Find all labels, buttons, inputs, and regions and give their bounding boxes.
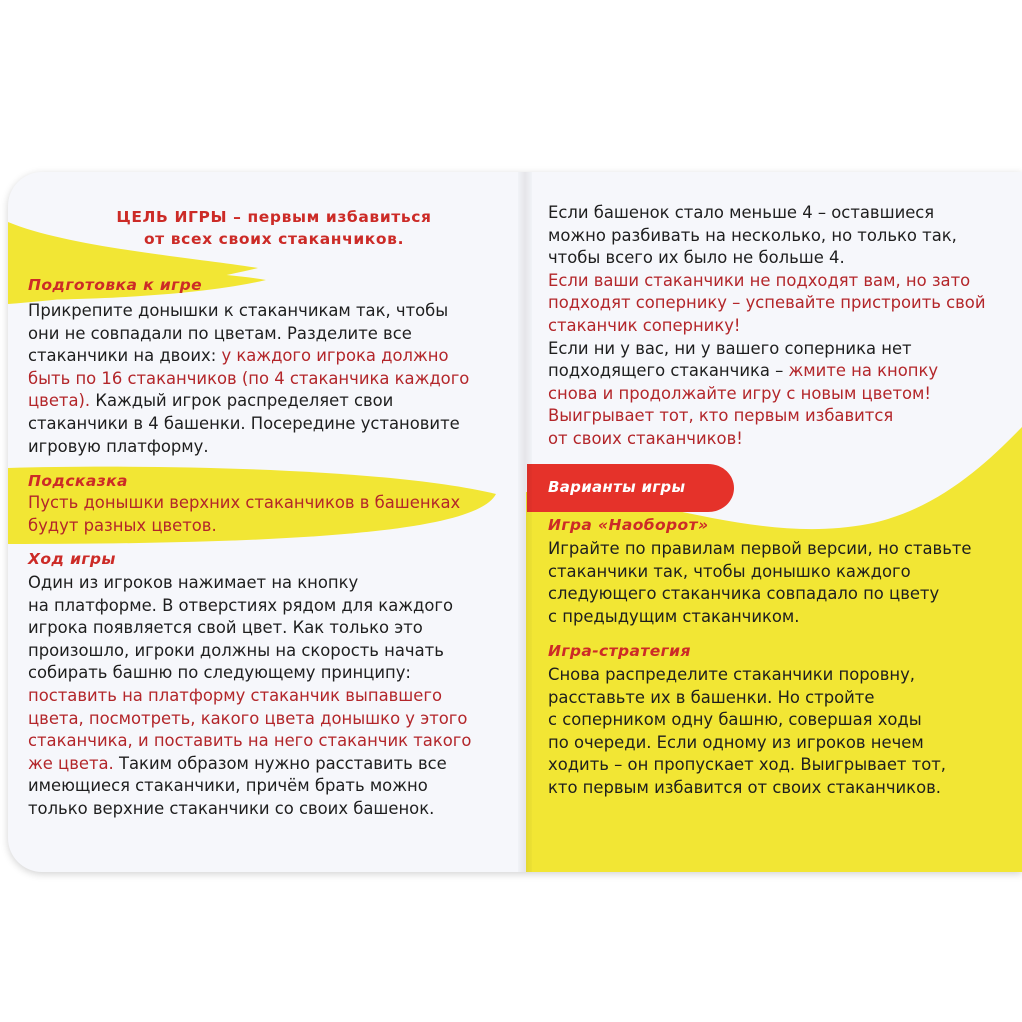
right-line8-b: жмите на кнопку [788,361,939,381]
move-line6: поставить на платформу стаканчик выпавшего [28,685,443,705]
move-line9-a: же цвета. [28,753,119,773]
right-line11: от своих стаканчиков! [548,428,743,448]
strategy-line3: с соперником одну башню, совершая ходы [548,710,922,730]
prep-line1: Прикрепите донышки к стаканчикам так, чтобы [28,301,449,320]
variants-pill-label: Варианты игры [548,478,686,496]
right-line7: Если ни у вас, ни у вашего соперника нет [548,338,912,358]
right-line10: Выигрывает тот, кто первым избавится [548,406,894,426]
strategy-text [548,664,1018,800]
prep-line3-a: стаканчики на двоих: [28,346,222,366]
card-fold [518,172,532,872]
prep-line7: игровую платформу. [28,436,209,456]
hint-line1: Пусть донышки верхних стаканчиков в башенках [28,493,461,512]
hint-line2: будут разных цветов. [28,515,217,535]
right-line8-a: подходящего стаканчика – [548,361,789,381]
reverse-line3: следующего стаканчика совпадало по цвету [548,584,940,604]
prep-line5-b: Каждый игрок распределяет свои [95,391,394,411]
strategy-line2: расставьте их в башенки. Но стройте [548,687,875,707]
right-line4: Если ваши стаканчики не подходят вам, но зато [548,270,971,290]
right-line6: стаканчик сопернику! [548,315,741,335]
prep-text [28,300,518,458]
prep-line3 [28,345,518,368]
reverse-text [548,538,1018,628]
reverse-line1: Играйте по правилам первой версии, но ставьте [548,539,972,558]
prep-header: Подготовка к игре [28,276,202,294]
goal-title [64,206,484,250]
move-line2: на платформе. В отверстиях рядом для каждого [28,595,454,615]
reverse-line2: стаканчики так, чтобы донышко каждого [548,561,911,581]
move-line9-b: Таким образом нужно расставить все [118,753,447,773]
right-text [548,202,1018,451]
right-line8 [548,360,1018,383]
hint-header: Подсказка [28,472,128,490]
move-line5: собирать башню по следующему принципу: [28,663,411,683]
move-line3: игрока появляется свой цвет. Как только это [28,618,423,638]
rules-card [8,172,1022,872]
move-line10: имеющиеся стаканчики, причём брать можно [28,776,428,796]
goal-title-line2: от всех своих стаканчиков. [143,230,405,248]
move-line9 [28,753,518,776]
strategy-header: Игра-стратегия [548,642,691,660]
move-line4: произошло, игроки должны на скорость начать [28,640,444,660]
hint-text [28,492,508,537]
strategy-line4: по очереди. Если одному из игроков нечем [548,732,924,752]
strategy-line5: ходить – он пропускает ход. Выигрывает тот, [548,755,947,775]
reverse-line4: с предыдущим стаканчиком. [548,606,800,626]
move-line8: стаканчика, и поставить на него стаканчик такого [28,731,472,751]
prep-line2: они не совпадали по цветам. Разделите все [28,323,412,343]
move-text [28,572,518,821]
prep-line3-b: у каждого игрока должно [221,346,449,366]
prep-line5-a: цвета). [28,391,96,411]
prep-line5 [28,390,518,413]
right-line9: снова и продолжайте игру с новым цветом! [548,383,931,403]
right-line1: Если башенок стало меньше 4 – оставшиеся [548,203,935,222]
prep-line6: стаканчики в 4 башенки. Посередине установите [28,413,460,433]
move-line1: Один из игроков нажимает на кнопку [28,573,359,592]
reverse-header: Игра «Наоборот» [548,516,709,534]
right-line2: можно разбивать на несколько, но только так, [548,225,957,245]
right-line3: чтобы всего их было не больше 4. [548,248,845,268]
move-line11: только верхние стаканчики со своих башенок. [28,798,435,818]
move-line7: цвета, посмотреть, какого цвета донышко у этого [28,708,468,728]
goal-title-line1: ЦЕЛЬ ИГРЫ – первым избавиться [116,208,432,226]
strategy-line6: кто первым избавится от своих стаканчиков. [548,777,941,797]
right-line5: подходят сопернику – успевайте пристроить свой [548,293,986,313]
strategy-line1: Снова распределите стаканчики поровну, [548,665,915,684]
prep-line4: быть по 16 стаканчиков (по 4 стаканчика каждого [28,368,470,388]
move-header: Ход игры [28,550,116,568]
